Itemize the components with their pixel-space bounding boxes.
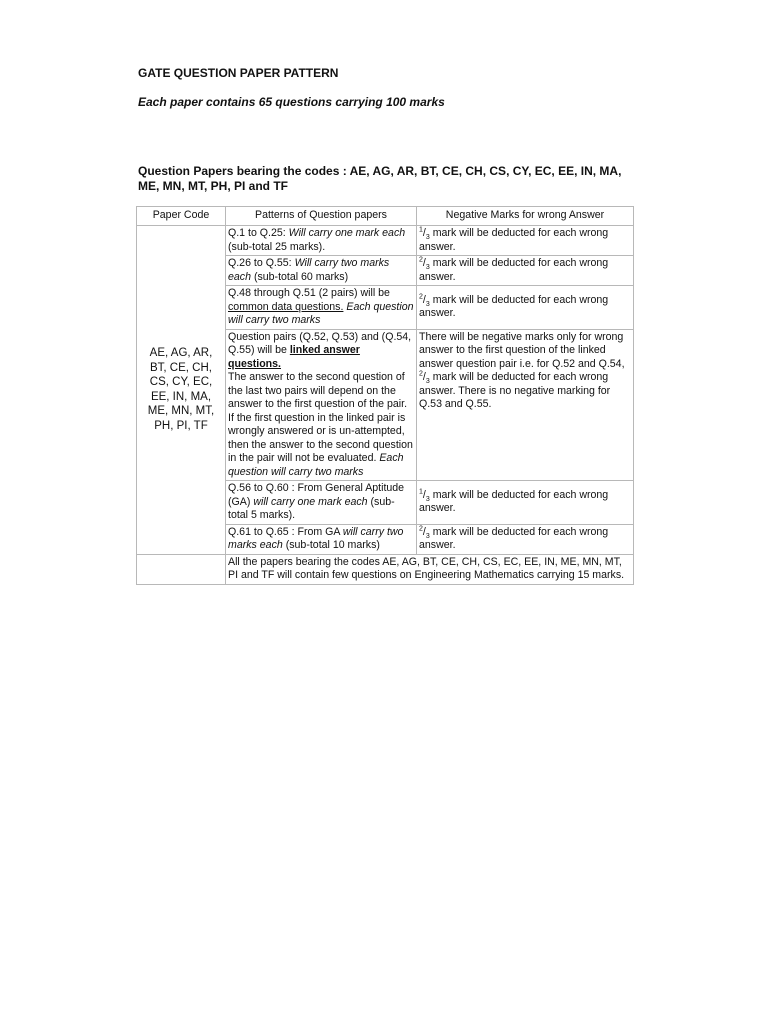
table-row <box>137 554 634 584</box>
subtotal-text: (sub-total 25 marks). <box>228 240 326 253</box>
pattern-cell <box>226 481 417 525</box>
page-title: GATE QUESTION PAPER PATTERN <box>138 66 339 80</box>
empty-code-cell <box>137 554 226 584</box>
linked-para-2: If the first question in the linked pair is wrongly answered or is un-attempted, then the answer to the second question in the pair will not be evaluated. <box>228 411 413 464</box>
question-range: Q.61 to Q.65 : From GA <box>228 525 340 538</box>
question-range: Q.56 to Q.60 : From General Aptitude (GA) <box>228 482 405 508</box>
subtotal-text: (sub-total 10 marks) <box>285 539 380 551</box>
negative-lead-text: There will be negative marks only for wrong answer to the first question of the linked answer question pair i.e. for Q.52 and Q.54, <box>419 330 625 370</box>
page-subtitle: Each paper contains 65 questions carrying 100 marks <box>138 95 445 109</box>
paper-codes-cell: AE, AG, AR, BT, CE, CH, CS, CY, EC, EE, IN, MA, ME, MN, MT, PH, PI, TF <box>137 226 226 555</box>
negative-cell: $^2/_3$ mark will be deducted for each wrong answer. <box>417 286 634 330</box>
negative-text: mark will be deducted for each wrong answer. <box>419 227 609 253</box>
footer-note-cell: All the papers bearing the codes AE, AG, BT, CE, CH, CS, EC, EE, IN, ME, MN, MT, PI and TF will contain few questions on Engineering Mathematics carrying 15 marks. <box>226 554 634 584</box>
negative-cell: $^1/_3$ mark will be deducted for each wrong answer. <box>417 481 634 525</box>
negative-text: mark will be deducted for each wrong answer. <box>419 257 609 283</box>
fraction-numerator: 2 <box>419 293 423 301</box>
fraction-denominator: 3 <box>425 495 430 503</box>
negative-text: mark will be deducted for each wrong answer. <box>419 488 609 515</box>
subtotal-text: (sub-total 60 marks) <box>253 270 349 283</box>
pattern-table <box>136 206 634 585</box>
question-range: Q.26 to Q.55: <box>228 257 292 269</box>
fraction-denominator: 3 <box>425 234 430 242</box>
fraction-denominator: 3 <box>425 532 430 540</box>
marks-italic: will carry two marks each <box>228 525 404 551</box>
negative-text: mark will be deducted for each wrong answer. <box>419 525 609 551</box>
table-row <box>137 226 634 256</box>
marks-italic: will carry one mark each <box>253 495 368 508</box>
marks-italic: Each question will carry two marks <box>228 300 414 326</box>
fraction-denominator: 3 <box>425 300 430 308</box>
fraction-numerator: 1 <box>419 488 423 496</box>
linked-para-1: The answer to the second question of the last two pairs will depend on the answer to the first question of the pair. <box>228 371 408 410</box>
header-negative-marks: Negative Marks for wrong Answer <box>417 207 634 226</box>
header-patterns: Patterns of Question papers <box>226 207 417 226</box>
negative-tail-text: mark will be deducted for each wrong answer. There is no negative marking for Q.53 and Q.55. <box>419 371 611 410</box>
negative-cell: $^2/_3$ mark will be deducted for each wrong answer. <box>417 256 634 286</box>
question-range: Q.1 to Q.25: <box>228 227 286 239</box>
pattern-cell <box>226 286 417 330</box>
table-header-row <box>137 207 634 226</box>
common-data-text: common data questions. <box>228 300 344 313</box>
marks-italic: Will carry one mark each <box>288 227 406 239</box>
header-paper-code: Paper Code <box>137 207 226 226</box>
negative-text: mark will be deducted for each wrong answer. <box>419 293 609 320</box>
fraction-denominator: 3 <box>425 378 430 386</box>
fraction-numerator: 1 <box>419 226 423 234</box>
fraction-denominator: 3 <box>425 264 430 272</box>
pattern-cell <box>226 329 417 481</box>
negative-cell: $^1/_3$ mark will be deducted for each wrong answer. <box>417 226 634 256</box>
question-range: Q.48 through Q.51 (2 pairs) will be <box>228 287 390 299</box>
negative-cell: $^2/_3$ mark will be deducted for each wrong answer. <box>417 524 634 554</box>
fraction-numerator: 2 <box>419 370 423 378</box>
pattern-cell <box>226 524 417 554</box>
subtotal-text: (sub-total 5 marks). <box>228 495 395 521</box>
marks-italic: Will carry two marks each <box>228 257 390 283</box>
pattern-cell <box>226 256 417 286</box>
pattern-cell <box>226 226 417 256</box>
negative-cell: There will be negative marks only for wrong answer to the first question of the linked answer question pair i.e. for Q.52 and Q.54, $^2/_3$ mark will be deducted for each wrong answer. There is no negative marking for Q.53 and Q.55. <box>417 329 634 481</box>
fraction-numerator: 2 <box>419 524 423 532</box>
linked-answer-text: linked answer questions. <box>228 344 360 370</box>
codes-heading: Question Papers bearing the codes : AE, AG, AR, BT, CE, CH, CS, CY, EC, EE, IN, MA, ME, MN, MT, PH, PI and TF <box>138 164 622 193</box>
fraction-numerator: 2 <box>419 256 423 264</box>
marks-italic: Each question will carry two marks <box>228 452 404 478</box>
linked-lead-text: Question pairs (Q.52, Q.53) and (Q.54, Q.55) will be <box>228 330 412 356</box>
